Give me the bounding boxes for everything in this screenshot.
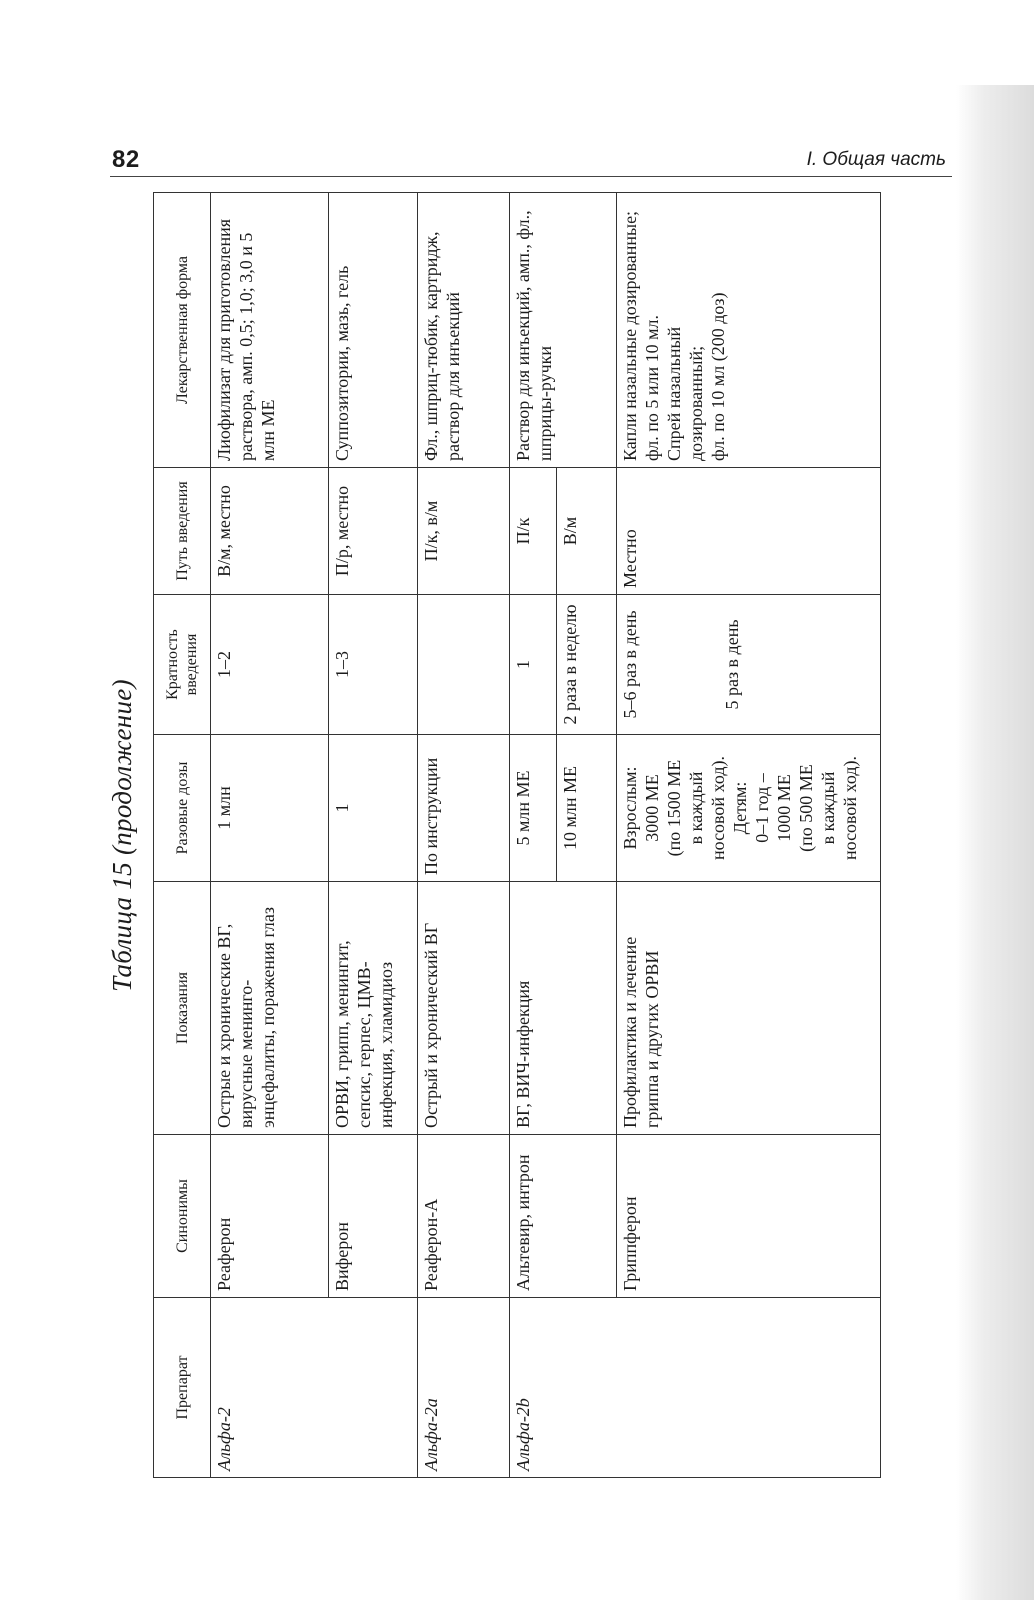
indications-cell: Профилактика и лечение гриппа и других ОРВИ xyxy=(617,882,881,1135)
dose-cell: 5 млн МЕ xyxy=(510,735,557,882)
drug-table xyxy=(153,192,881,1478)
synonym-cell: Виферон xyxy=(328,1135,418,1298)
dose-cell: 1 xyxy=(328,735,418,882)
dose-line: в каждый носовой ход). xyxy=(686,755,729,861)
form-line: Спрей назальный xyxy=(664,326,685,461)
synonym-cell: Реаферон-А xyxy=(418,1135,510,1298)
frequency-cell: 1–2 xyxy=(211,595,329,735)
indications-cell: Острый и хронический ВГ xyxy=(418,882,510,1135)
column-header-route: Путь введения xyxy=(154,468,211,595)
frequency-cell: 2 раза в неделю xyxy=(557,595,617,735)
dose-line: Детям: xyxy=(730,781,751,835)
table-caption: Таблица 15 (продолжение) xyxy=(107,679,137,992)
dose-line: 1000 МЕ xyxy=(774,774,795,842)
binding-gutter-shadow xyxy=(956,85,1034,1600)
table-row xyxy=(328,193,418,1478)
column-header-frequency: Кратность введения xyxy=(154,595,211,735)
route-cell: Местно xyxy=(617,468,881,595)
table-row xyxy=(510,193,557,1478)
column-header-form: Лекарственная форма xyxy=(154,193,211,468)
form-cell xyxy=(617,193,881,468)
frequency-adult: 5–6 раз в день xyxy=(620,610,641,719)
running-head: I. Общая часть xyxy=(806,149,946,170)
table-row xyxy=(617,193,881,1478)
form-cell: Лиофилизат для приготовления раствора, амп. 0,5; 1,0; 3,0 и 5 млн МЕ xyxy=(211,193,329,468)
form-line: фл. по 5 или 10 мл. xyxy=(642,315,663,461)
indications-cell: ВГ, ВИЧ-инфекция xyxy=(510,882,617,1135)
drug-cell: Альфа-2 xyxy=(211,1298,418,1478)
form-cell: Раствор для инъекций, амп., фл., шприцы-ручки xyxy=(510,193,617,468)
route-cell: П/к xyxy=(510,468,557,595)
dose-cell: 10 млн МЕ xyxy=(557,735,617,882)
column-header-synonyms: Синонимы xyxy=(154,1135,211,1298)
frequency-cell xyxy=(617,595,881,735)
synonym-cell: Альтевир, интрон xyxy=(510,1135,617,1298)
form-line: дозированный; xyxy=(686,345,707,461)
dose-cell xyxy=(617,735,881,882)
dose-line: (по 500 МЕ xyxy=(796,764,817,852)
page-number: 82 xyxy=(112,146,140,173)
dose-line: Взрослым: xyxy=(620,766,641,850)
form-cell: Фл., шприц-тюбик, картридж, раствор для инъекций xyxy=(418,193,510,468)
synonym-cell: Гриппферон xyxy=(617,1135,881,1298)
frequency-cell: 1–3 xyxy=(328,595,418,735)
header-rule xyxy=(110,176,952,177)
table-row xyxy=(211,193,329,1478)
route-cell: В/м xyxy=(557,468,617,595)
frequency-child: 5 раз в день xyxy=(722,619,743,710)
rotated-table-area xyxy=(105,193,885,1478)
dose-line: 3000 МЕ xyxy=(642,774,663,842)
route-cell: В/м, местно xyxy=(211,468,329,595)
synonym-cell: Реаферон xyxy=(211,1135,329,1298)
column-header-drug: Препарат xyxy=(154,1298,211,1478)
dose-cell: 1 млн xyxy=(211,735,329,882)
form-line: Капли назальные дозированные; xyxy=(620,210,641,461)
column-header-indications: Показания xyxy=(154,882,211,1135)
frequency-cell: 1 xyxy=(510,595,557,735)
frequency-cell xyxy=(418,595,510,735)
table-row xyxy=(418,193,510,1478)
dose-line: (по 1500 МЕ xyxy=(664,759,685,857)
dose-line: в каждый носовой ход). xyxy=(818,755,861,861)
form-line: фл. по 10 мл (200 доз) xyxy=(708,292,729,461)
form-cell: Суппозитории, мазь, гель xyxy=(328,193,418,468)
dose-cell: По инструкции xyxy=(418,735,510,882)
route-cell: П/р, местно xyxy=(328,468,418,595)
column-header-dose: Разовые дозы xyxy=(154,735,211,882)
indications-cell: ОРВИ, грипп, менингит, сепсис, герпес, ЦМВ-инфекция, хламидиоз xyxy=(328,882,418,1135)
drug-cell: Альфа-2b xyxy=(510,1298,881,1478)
table-header-row xyxy=(154,193,211,1478)
drug-cell: Альфа-2а xyxy=(418,1298,510,1478)
dose-line: 0–1 год – xyxy=(752,773,773,843)
route-cell: П/к, в/м xyxy=(418,468,510,595)
indications-cell: Острые и хронические ВГ, вирусные менинго-энцефалиты, поражения глаз xyxy=(211,882,329,1135)
